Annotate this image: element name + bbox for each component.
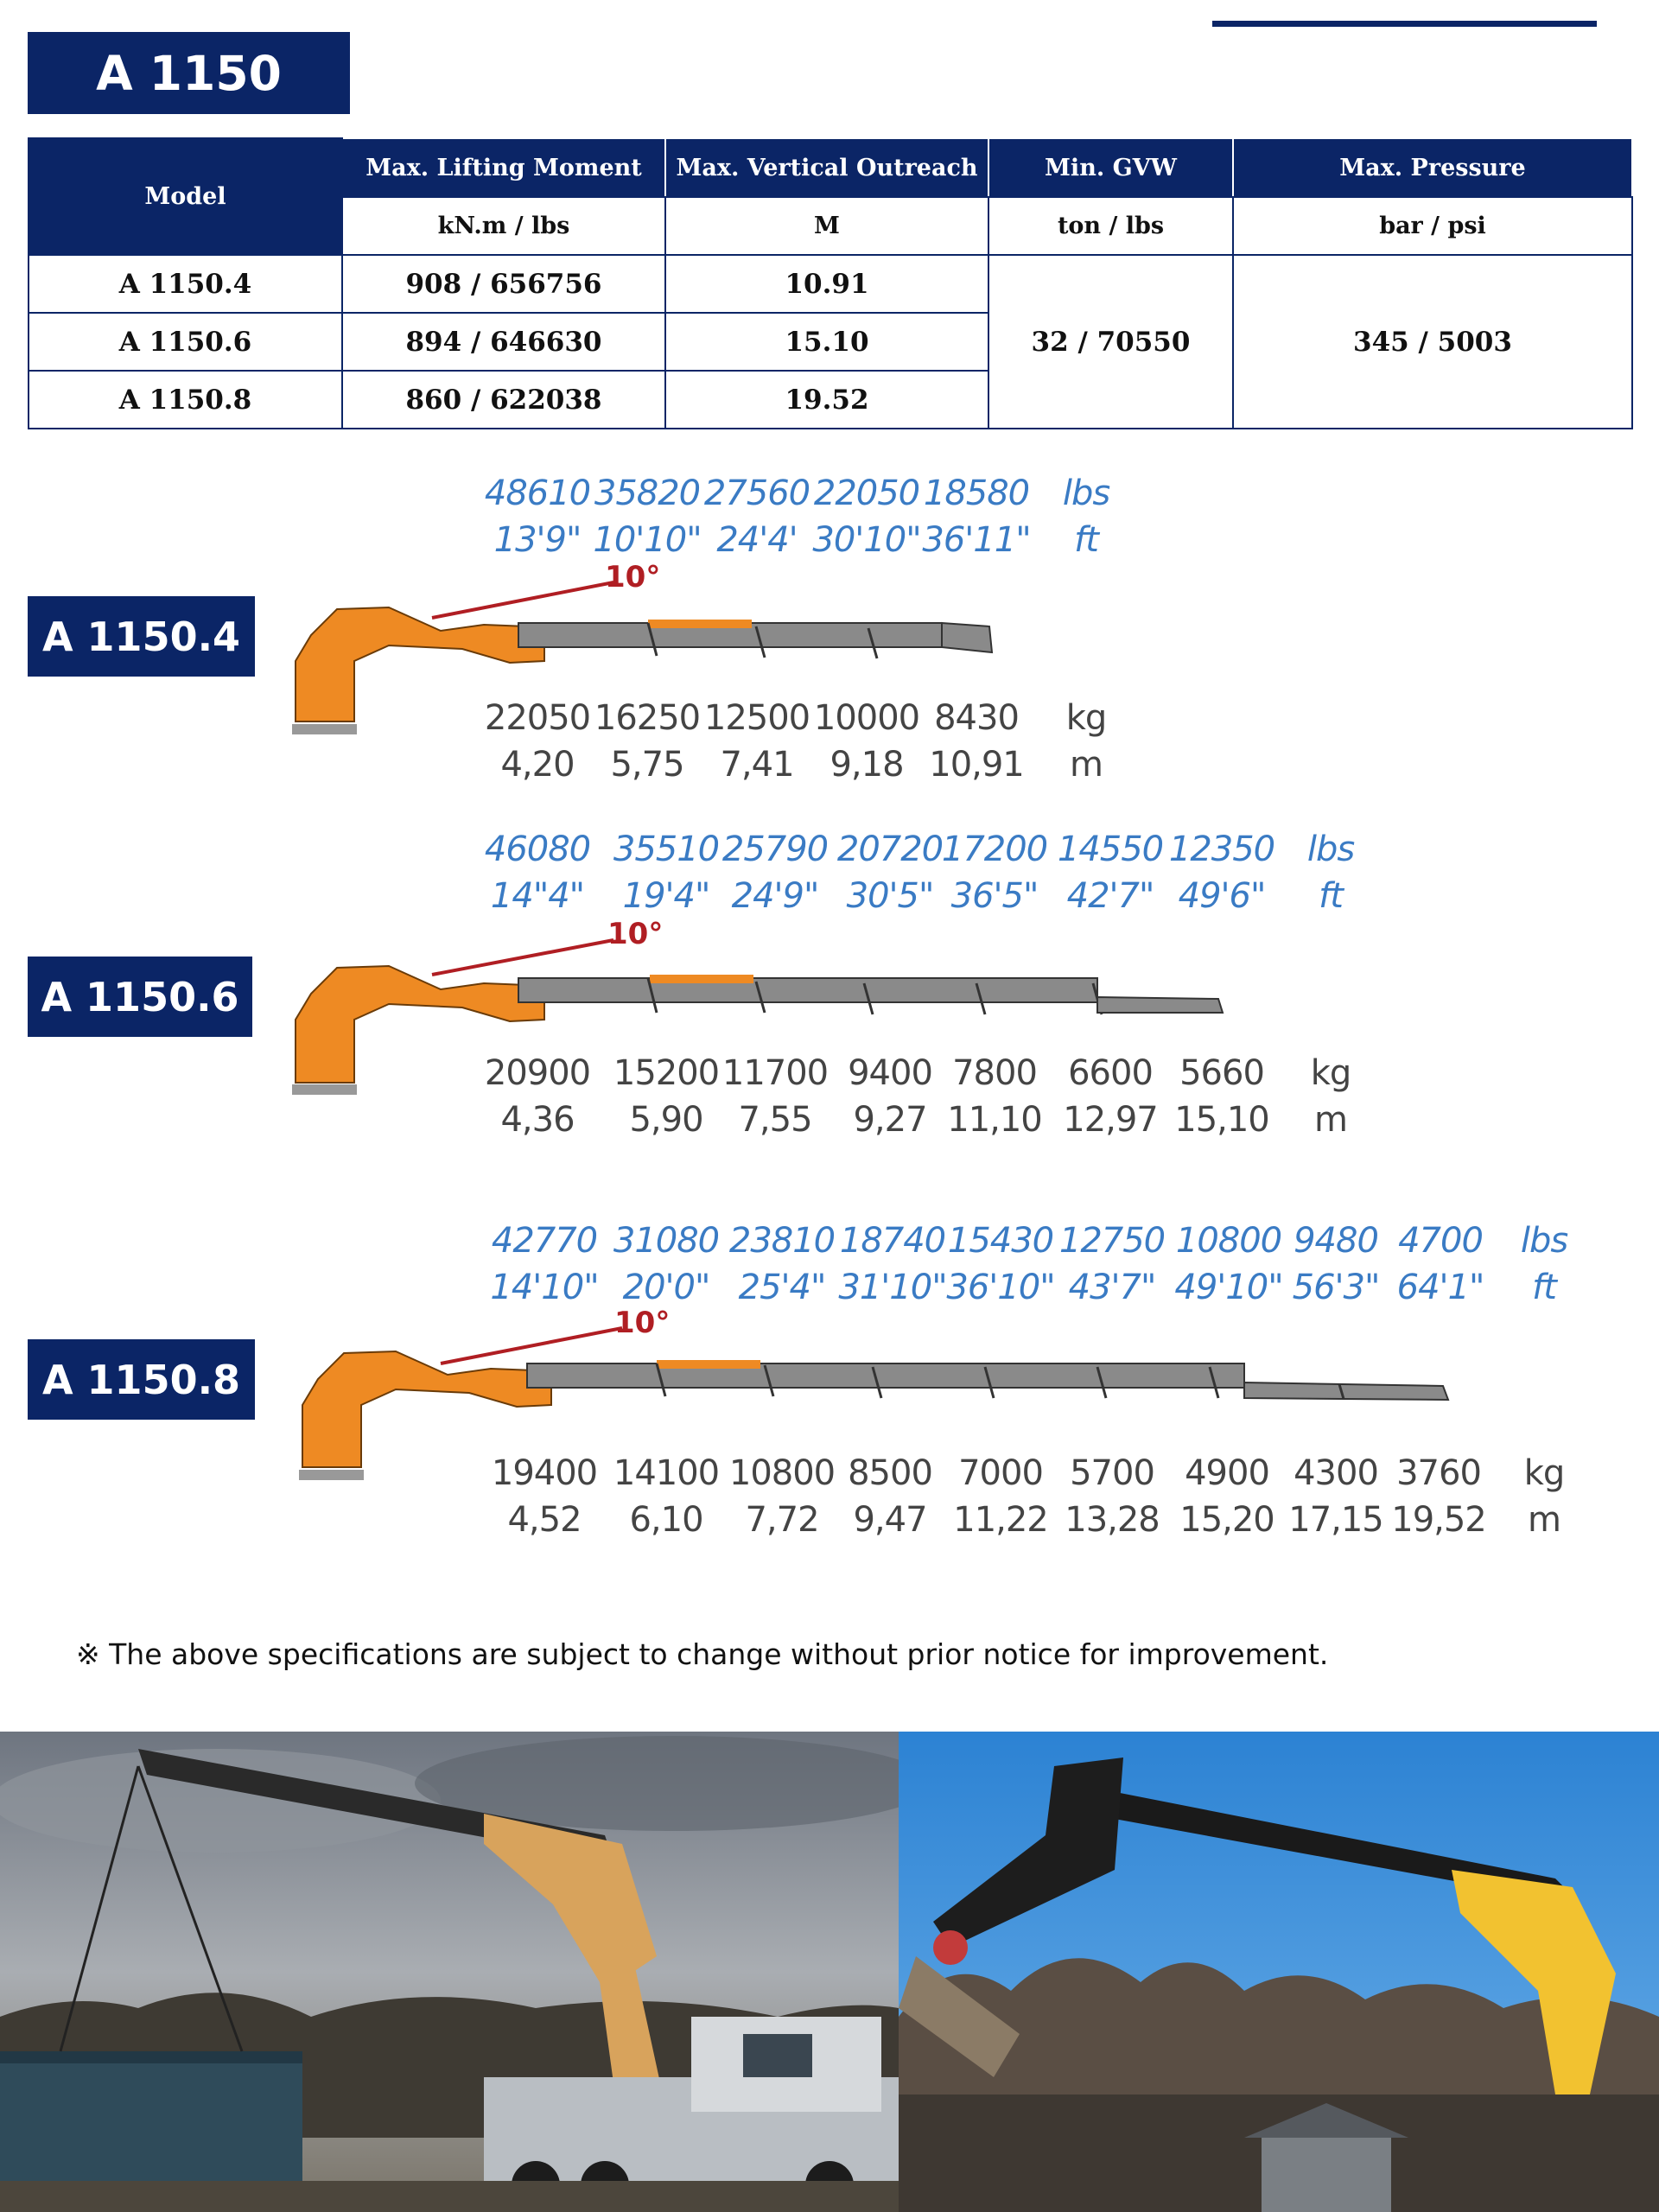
ft-value: 31'10" (838, 1268, 947, 1307)
spec-table (28, 137, 1633, 429)
unit-gvw: ton / lbs (988, 197, 1233, 255)
ft-value: 14"4" (490, 876, 585, 916)
ft-unit: ft (1319, 876, 1343, 916)
ft-value: 10'10" (593, 520, 702, 560)
ft-value: 25'4" (738, 1268, 826, 1307)
lbs-value: 10800 (1175, 1221, 1282, 1261)
lbs-unit: lbs (1306, 830, 1355, 869)
model-label: A 1150.4 (28, 596, 255, 677)
ft-value: 36'11" (922, 520, 1031, 560)
lbs-value: 17200 (941, 830, 1048, 869)
m-value: 12,97 (1063, 1100, 1158, 1140)
m-value: 10,91 (929, 745, 1024, 785)
m-value: 11,10 (947, 1100, 1042, 1140)
row-outreach: 10.91 (665, 255, 988, 313)
kg-row (0, 1053, 1659, 1095)
lbs-value: 18580 (923, 474, 1030, 513)
ft-value: 14'10" (490, 1268, 599, 1307)
m-unit: m (1070, 745, 1103, 785)
ft-value: 42'7" (1066, 876, 1154, 916)
model-label: A 1150.8 (28, 1339, 255, 1420)
lbs-value: 12350 (1168, 830, 1275, 869)
lbs-value: 35820 (594, 474, 701, 513)
m-value: 5,90 (629, 1100, 703, 1140)
kg-value: 12500 (703, 698, 810, 738)
ft-value: 56'3" (1292, 1268, 1380, 1307)
pressure-value: 345 / 5003 (1233, 255, 1632, 429)
kg-value: 4900 (1185, 1453, 1269, 1493)
kg-row (0, 1453, 1659, 1495)
kg-value: 11700 (721, 1053, 829, 1093)
kg-value: 19400 (491, 1453, 598, 1493)
kg-value: 9400 (848, 1053, 932, 1093)
kg-value: 8500 (848, 1453, 932, 1493)
lbs-value: 46080 (484, 830, 591, 869)
model-label: A 1150.6 (28, 957, 252, 1037)
m-value: 9,27 (853, 1100, 927, 1140)
lbs-value: 18740 (839, 1221, 946, 1261)
kg-value: 7000 (958, 1453, 1043, 1493)
ft-value: 36'5" (950, 876, 1039, 916)
ft-row (0, 1268, 1659, 1309)
lbs-value: 42770 (491, 1221, 598, 1261)
row-model: A 1150.8 (29, 371, 342, 429)
ft-value: 43'7" (1068, 1268, 1156, 1307)
kg-value: 4300 (1294, 1453, 1378, 1493)
lbs-value: 14550 (1057, 830, 1164, 869)
kg-value: 14100 (613, 1453, 720, 1493)
m-unit: m (1314, 1100, 1347, 1140)
row-model: A 1150.4 (29, 255, 342, 313)
row-model: A 1150.6 (29, 313, 342, 371)
photo-crane-lifting-container (0, 1732, 899, 2212)
m-row (0, 1100, 1659, 1141)
ft-value: 64'1" (1396, 1268, 1484, 1307)
ft-value: 30'10" (812, 520, 921, 560)
lbs-value: 27560 (703, 474, 810, 513)
m-value: 4,20 (500, 745, 575, 785)
kg-unit: kg (1065, 698, 1107, 738)
col-header-outreach: Max. Vertical Outreach (665, 138, 988, 197)
m-unit: m (1528, 1500, 1560, 1540)
ft-value: 24'4' (716, 520, 798, 560)
ft-value: 20'0" (622, 1268, 710, 1307)
ft-value: 24'9" (731, 876, 819, 916)
lbs-value: 23810 (728, 1221, 836, 1261)
ft-value: 30'5" (846, 876, 934, 916)
lbs-value: 48610 (484, 474, 591, 513)
lbs-row (0, 1221, 1659, 1262)
unit-outreach: M (665, 197, 988, 255)
row-moment: 908 / 656756 (342, 255, 665, 313)
lbs-unit: lbs (1520, 1221, 1568, 1261)
lbs-row (0, 474, 1659, 515)
model-header: Model (29, 138, 342, 255)
ft-unit: ft (1074, 520, 1098, 560)
kg-value: 20900 (484, 1053, 591, 1093)
kg-row (0, 698, 1659, 740)
disclaimer-note: ※ The above specifications are subject to change without prior notice for improvement. (76, 1637, 1329, 1671)
m-value: 15,10 (1174, 1100, 1269, 1140)
m-value: 5,75 (610, 745, 684, 785)
m-value: 15,20 (1179, 1500, 1274, 1540)
m-value: 7,72 (745, 1500, 819, 1540)
lbs-unit: lbs (1062, 474, 1110, 513)
ft-row (0, 876, 1659, 918)
unit-pressure: bar / psi (1233, 197, 1632, 255)
lbs-value: 22050 (813, 474, 920, 513)
kg-value: 15200 (613, 1053, 720, 1093)
ft-value: 19'4" (622, 876, 710, 916)
m-value: 7,41 (720, 745, 794, 785)
lbs-value: 20720 (836, 830, 944, 869)
col-header-moment: Max. Lifting Moment (342, 138, 665, 197)
kg-value: 3760 (1396, 1453, 1481, 1493)
kg-value: 22050 (484, 698, 591, 738)
top-rule (1212, 21, 1597, 27)
kg-unit: kg (1523, 1453, 1565, 1493)
table-row (29, 255, 1632, 313)
lbs-value: 9480 (1294, 1221, 1378, 1261)
ft-value: 49'10" (1174, 1268, 1283, 1307)
lbs-value: 35510 (613, 830, 720, 869)
kg-value: 10000 (813, 698, 920, 738)
col-header-pressure: Max. Pressure (1233, 138, 1632, 197)
boom-angle: 10° (605, 560, 661, 594)
lbs-value: 12750 (1058, 1221, 1166, 1261)
m-value: 4,36 (500, 1100, 575, 1140)
kg-value: 5700 (1070, 1453, 1154, 1493)
lbs-row (0, 830, 1659, 871)
lbs-value: 25790 (721, 830, 829, 869)
lbs-value: 4700 (1398, 1221, 1483, 1261)
kg-value: 16250 (594, 698, 701, 738)
m-value: 11,22 (953, 1500, 1048, 1540)
m-value: 4,52 (507, 1500, 582, 1540)
kg-value: 5660 (1179, 1053, 1264, 1093)
kg-value: 10800 (728, 1453, 836, 1493)
kg-value: 8430 (934, 698, 1019, 738)
m-value: 6,10 (629, 1500, 703, 1540)
kg-value: 6600 (1068, 1053, 1153, 1093)
row-moment: 860 / 622038 (342, 371, 665, 429)
ft-unit: ft (1532, 1268, 1556, 1307)
lbs-value: 15430 (947, 1221, 1054, 1261)
unit-moment: kN.m / lbs (342, 197, 665, 255)
m-row (0, 1500, 1659, 1541)
boom-angle: 10° (614, 1306, 671, 1340)
page-title: A 1150 (28, 32, 350, 114)
ft-row (0, 520, 1659, 562)
m-row (0, 745, 1659, 786)
m-value: 7,55 (738, 1100, 812, 1140)
gvw-value: 32 / 70550 (988, 255, 1233, 429)
col-header-gvw: Min. GVW (988, 138, 1233, 197)
m-value: 9,18 (830, 745, 904, 785)
m-value: 19,52 (1391, 1500, 1486, 1540)
photo-crane-lifting-log (899, 1732, 1659, 2212)
ft-value: 36'10" (946, 1268, 1055, 1307)
m-value: 13,28 (1065, 1500, 1160, 1540)
row-outreach: 15.10 (665, 313, 988, 371)
row-moment: 894 / 646630 (342, 313, 665, 371)
kg-unit: kg (1310, 1053, 1351, 1093)
m-value: 9,47 (853, 1500, 927, 1540)
boom-angle: 10° (607, 917, 664, 951)
kg-value: 7800 (952, 1053, 1037, 1093)
ft-value: 13'9" (493, 520, 582, 560)
ft-value: 49'6" (1178, 876, 1266, 916)
m-value: 17,15 (1288, 1500, 1383, 1540)
row-outreach: 19.52 (665, 371, 988, 429)
lbs-value: 31080 (613, 1221, 720, 1261)
